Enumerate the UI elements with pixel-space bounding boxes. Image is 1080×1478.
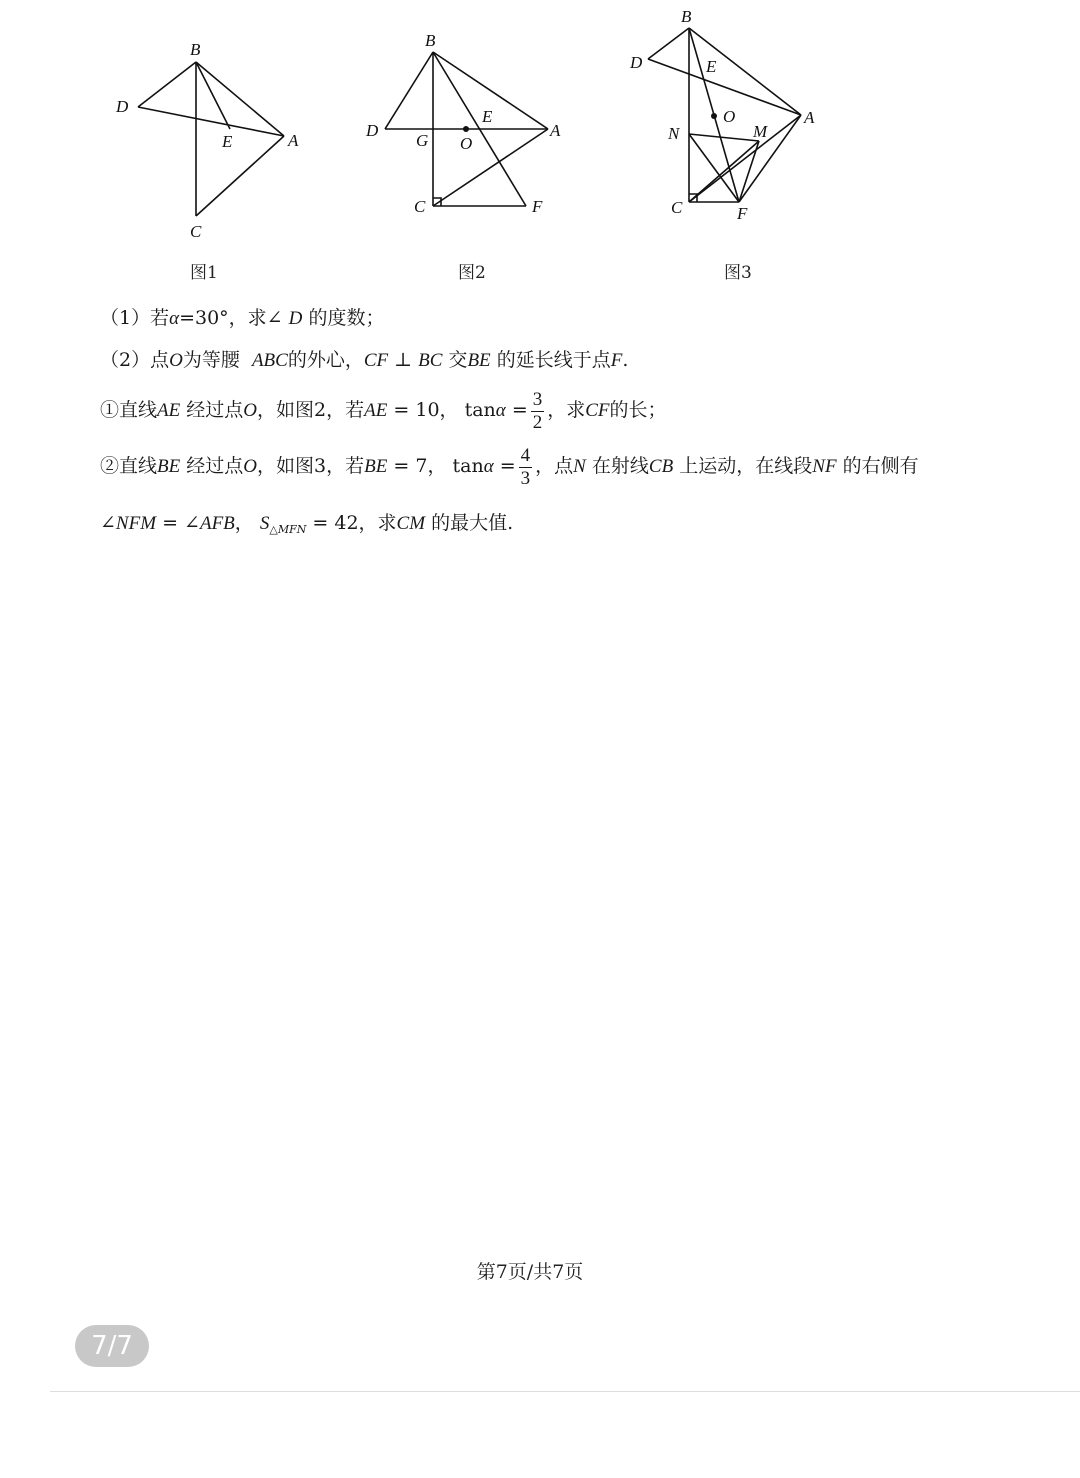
segment-fa — [739, 115, 801, 202]
figure-1 — [110, 30, 320, 254]
label-d: D — [630, 53, 643, 72]
label-b: B — [425, 31, 436, 50]
label-g: G — [416, 131, 429, 150]
page-indicator: 7/7 — [75, 1325, 149, 1367]
label-d: D — [116, 97, 129, 116]
segment-bd — [138, 62, 196, 107]
figure-3 — [625, 0, 835, 244]
question-sub-1: ①直线AE 经过点O，如图2，若AE = 10， tanα = $\frac{3}{2}$ ，求CF的长； — [100, 388, 667, 433]
label-e: E — [482, 107, 493, 126]
bottom-divider — [50, 1391, 1080, 1392]
point-o — [463, 126, 469, 132]
fraction-3-2: $\frac{3}{2}$ — [532, 388, 543, 433]
segment-bd — [648, 28, 689, 59]
question-part-2: （2）点O为等腰 ABC的外心，CF ⊥ BC 交BE 的延长线于点F. — [100, 349, 629, 371]
question-sub-2-continued: ∠NFM = ∠AFB， $S_{\triangle MFN} = 42$，求CM 的最大值. — [100, 512, 514, 536]
label-b: B — [681, 7, 692, 26]
label-e: E — [706, 57, 717, 76]
segment-da — [138, 107, 284, 136]
label-e: E — [222, 132, 233, 151]
label-o: O — [723, 107, 736, 126]
segment-ca — [433, 129, 548, 206]
figure-3-caption: 图3 — [724, 263, 752, 283]
label-m: M — [753, 122, 768, 141]
figure-1-caption: 图1 — [190, 263, 218, 283]
figure-2-caption: 图2 — [458, 263, 486, 283]
label-n: N — [668, 124, 680, 143]
segment-nm — [689, 134, 759, 141]
figure-2 — [360, 30, 580, 254]
label-a: A — [550, 121, 561, 140]
segment-ca — [196, 136, 284, 216]
segment-bd — [385, 52, 433, 129]
label-b: B — [190, 40, 201, 59]
figure-3-diagram — [625, 0, 835, 240]
figure-2-diagram — [360, 30, 580, 250]
label-c: C — [414, 197, 426, 216]
page-footer: 第7页/共7页 — [476, 1261, 584, 1283]
label-c: C — [190, 222, 202, 241]
fraction-4-3: $\frac{4}{3}$ — [520, 444, 531, 489]
question-sub-2: ②直线BE 经过点O，如图3，若BE = 7， tanα = $\frac{4}{3}$ ，点N 在射线CB 上运动，在线段NF 的右侧有 — [100, 444, 919, 489]
question-part-1: （1）若α=30°，求∠ D 的度数； — [100, 307, 385, 329]
label-o: O — [460, 134, 473, 153]
label-d: D — [366, 121, 379, 140]
label-a: A — [288, 131, 299, 150]
label-a: A — [804, 108, 815, 127]
label-f: F — [532, 197, 543, 216]
point-o — [711, 113, 717, 119]
segment-ca — [689, 115, 801, 202]
figure-1-diagram — [110, 30, 320, 250]
label-f: F — [737, 204, 748, 223]
segment-ba — [196, 62, 284, 136]
label-c: C — [671, 198, 683, 217]
